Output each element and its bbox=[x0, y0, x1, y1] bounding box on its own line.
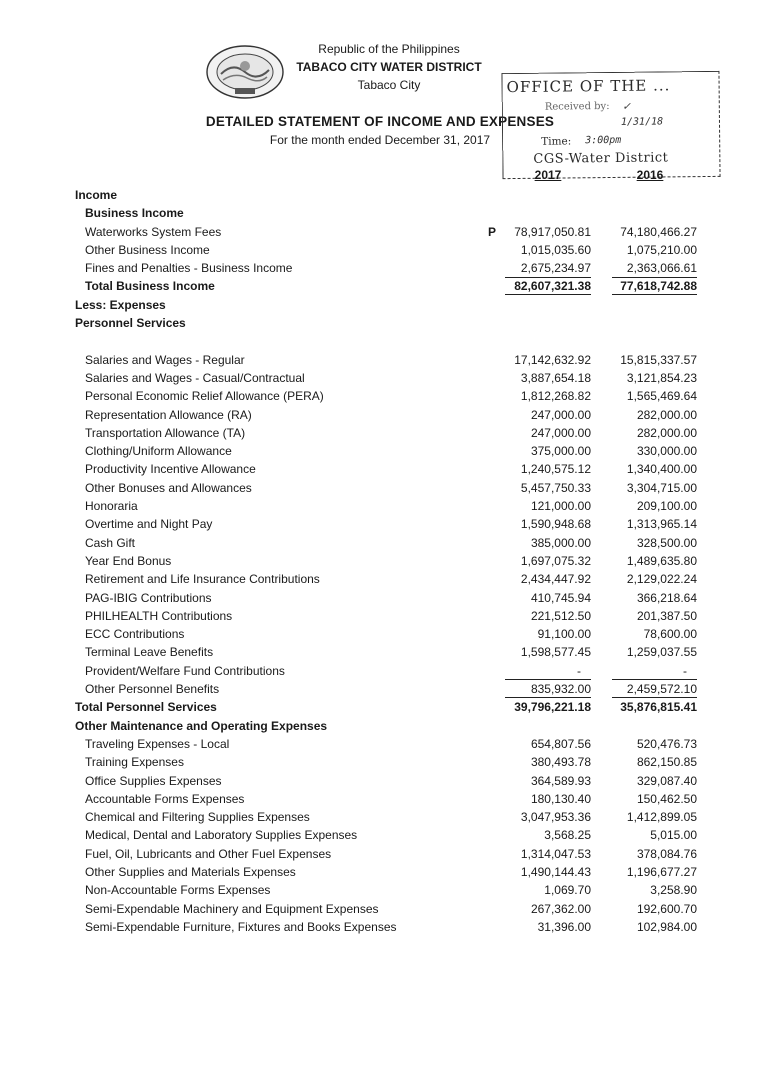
row-label: Other Maintenance and Operating Expenses bbox=[75, 718, 328, 733]
value-2017: 2,675,234.97 bbox=[520, 261, 591, 276]
table-row bbox=[0, 424, 759, 442]
table-row bbox=[0, 351, 759, 369]
statement-table bbox=[0, 186, 759, 936]
value-2016: 3,304,715.00 bbox=[626, 480, 697, 495]
row-label: Other Personnel Benefits bbox=[85, 682, 220, 697]
value-2016: 282,000.00 bbox=[636, 407, 697, 422]
value-2017: 3,568.25 bbox=[544, 828, 591, 843]
table-row bbox=[0, 387, 759, 405]
header-city: Tabaco City bbox=[357, 78, 421, 92]
table-row bbox=[0, 552, 759, 570]
value-2016: 102,984.00 bbox=[636, 919, 697, 934]
table-row bbox=[0, 845, 759, 863]
row-label: Personnel Services bbox=[75, 316, 186, 331]
table-row bbox=[0, 314, 759, 332]
value-2017: 1,590,948.68 bbox=[520, 517, 591, 532]
stamp-time-label: Time: bbox=[541, 135, 572, 148]
row-label: Fuel, Oil, Lubricants and Other Fuel Expenses bbox=[85, 846, 332, 861]
table-row bbox=[0, 241, 759, 259]
value-2017: 1,015,035.60 bbox=[520, 242, 591, 257]
row-label: Training Expenses bbox=[85, 755, 184, 770]
value-2017: - bbox=[577, 663, 581, 678]
table-row bbox=[0, 753, 759, 771]
value-2017: 17,142,632.92 bbox=[514, 352, 591, 367]
table-row bbox=[0, 570, 759, 588]
received-stamp bbox=[501, 71, 720, 179]
table-row bbox=[0, 479, 759, 497]
value-2017: 221,512.50 bbox=[530, 608, 591, 623]
table-row bbox=[0, 259, 759, 277]
value-2016: 1,565,469.64 bbox=[626, 389, 697, 404]
value-2017: 1,069.70 bbox=[544, 883, 591, 898]
row-label: Other Business Income bbox=[85, 242, 210, 257]
table-row bbox=[0, 296, 759, 314]
value-2016: 1,313,965.14 bbox=[626, 517, 697, 532]
value-2016: 2,363,066.61 bbox=[626, 261, 697, 276]
row-label: Office Supplies Expenses bbox=[85, 773, 222, 788]
value-2017: 121,000.00 bbox=[530, 499, 591, 514]
value-2016: 862,150.85 bbox=[636, 755, 697, 770]
value-2017: 380,493.78 bbox=[530, 755, 591, 770]
row-label: Accountable Forms Expenses bbox=[85, 791, 245, 806]
table-row bbox=[0, 497, 759, 515]
value-2016: 15,815,337.57 bbox=[620, 352, 697, 367]
row-label: Waterworks System Fees bbox=[85, 224, 222, 239]
row-label: Chemical and Filtering Supplies Expenses bbox=[85, 810, 310, 825]
subtotal-rule-2016 bbox=[612, 679, 697, 680]
value-2017: 1,314,047.53 bbox=[520, 846, 591, 861]
value-2016: 366,218.64 bbox=[636, 590, 697, 605]
row-label: Retirement and Life Insurance Contributions bbox=[85, 572, 320, 587]
table-row bbox=[0, 223, 759, 241]
value-2017: 180,130.40 bbox=[530, 791, 591, 806]
value-2017: 410,745.94 bbox=[530, 590, 591, 605]
row-label: Salaries and Wages - Regular bbox=[85, 352, 245, 367]
value-2016: 330,000.00 bbox=[636, 444, 697, 459]
row-label: Non-Accountable Forms Expenses bbox=[85, 883, 271, 898]
row-label: Terminal Leave Benefits bbox=[85, 645, 214, 660]
total-rule-2016 bbox=[612, 294, 697, 295]
value-2016: 378,084.76 bbox=[636, 846, 697, 861]
column-header-2016: 2016 bbox=[636, 168, 664, 182]
value-2017: 91,100.00 bbox=[537, 627, 591, 642]
table-row bbox=[0, 826, 759, 844]
row-label: Cash Gift bbox=[85, 535, 136, 550]
statement-title: DETAILED STATEMENT OF INCOME AND EXPENSES bbox=[205, 114, 555, 129]
table-row bbox=[0, 881, 759, 899]
table-row bbox=[0, 204, 759, 222]
value-2017: 39,796,221.18 bbox=[514, 700, 591, 715]
value-2017: 267,362.00 bbox=[530, 901, 591, 916]
row-label: Income bbox=[75, 188, 118, 202]
table-row bbox=[0, 662, 759, 680]
stamp-time-handwritten: 3:00pm bbox=[585, 134, 622, 147]
value-2016: 1,196,677.27 bbox=[626, 864, 697, 879]
value-2017: 3,047,953.36 bbox=[520, 810, 591, 825]
row-label: Honoraria bbox=[85, 499, 138, 514]
row-label: Fines and Penalties - Business Income bbox=[85, 261, 293, 276]
row-label: Business Income bbox=[85, 206, 184, 221]
value-2017: 5,457,750.33 bbox=[520, 480, 591, 495]
row-label: PAG-IBIG Contributions bbox=[85, 590, 212, 605]
table-row bbox=[0, 534, 759, 552]
table-row bbox=[0, 735, 759, 753]
value-2016: 201,387.50 bbox=[636, 608, 697, 623]
value-2017: 78,917,050.81 bbox=[514, 224, 591, 239]
value-2017: 364,589.93 bbox=[530, 773, 591, 788]
table-row bbox=[0, 772, 759, 790]
total-rule-2017 bbox=[505, 294, 591, 295]
value-2017: 654,807.56 bbox=[530, 736, 591, 751]
value-2016: 2,129,022.24 bbox=[626, 572, 697, 587]
row-label: Total Business Income bbox=[85, 279, 215, 294]
table-row bbox=[0, 808, 759, 826]
row-label: Personal Economic Relief Allowance (PERA) bbox=[85, 389, 324, 404]
stamp-initials-signature: ✓ bbox=[622, 98, 631, 113]
value-2017: 31,396.00 bbox=[537, 919, 591, 934]
value-2017: 1,240,575.12 bbox=[520, 462, 591, 477]
value-2016: - bbox=[683, 663, 687, 678]
row-label: Overtime and Night Pay bbox=[85, 517, 213, 532]
table-row-spacer bbox=[0, 332, 759, 350]
subtotal-rule-2017 bbox=[505, 679, 591, 680]
table-row bbox=[0, 863, 759, 881]
table-row bbox=[0, 790, 759, 808]
value-2017: 1,598,577.45 bbox=[520, 645, 591, 660]
row-label: Other Bonuses and Allowances bbox=[85, 480, 252, 495]
row-label: Semi-Expendable Furniture, Fixtures and Books Expenses bbox=[85, 919, 397, 934]
value-2016: 77,618,742.88 bbox=[620, 279, 697, 294]
value-2017: 82,607,321.38 bbox=[514, 279, 591, 294]
table-row bbox=[0, 515, 759, 533]
column-header-2017: 2017 bbox=[534, 168, 562, 182]
value-2017: 375,000.00 bbox=[530, 444, 591, 459]
value-2016: 150,462.50 bbox=[636, 791, 697, 806]
value-2016: 78,600.00 bbox=[643, 627, 697, 642]
value-2016: 192,600.70 bbox=[636, 901, 697, 916]
table-row bbox=[0, 643, 759, 661]
value-2016: 5,015.00 bbox=[650, 828, 697, 843]
value-2017: 2,434,447.92 bbox=[520, 572, 591, 587]
row-label: PHILHEALTH Contributions bbox=[85, 608, 233, 623]
row-label: Traveling Expenses - Local bbox=[85, 736, 230, 751]
table-row bbox=[0, 369, 759, 387]
value-2017: 1,812,268.82 bbox=[520, 389, 591, 404]
row-label: Other Supplies and Materials Expenses bbox=[85, 864, 296, 879]
value-2017: 3,887,654.18 bbox=[520, 370, 591, 385]
row-label: Year End Bonus bbox=[85, 553, 172, 568]
row-label: Less: Expenses bbox=[75, 297, 166, 312]
table-row bbox=[0, 900, 759, 918]
subtotal-rule-2016 bbox=[612, 277, 697, 278]
table-row bbox=[0, 607, 759, 625]
value-2017: 247,000.00 bbox=[530, 425, 591, 440]
stamp-received-label: Received by: bbox=[544, 101, 610, 113]
header-republic: Republic of the Philippines bbox=[318, 42, 460, 56]
table-row bbox=[0, 680, 759, 698]
value-2017: 385,000.00 bbox=[530, 535, 591, 550]
currency-symbol: P bbox=[488, 224, 497, 239]
value-2016: 3,121,854.23 bbox=[626, 370, 697, 385]
subtotal-rule-2017 bbox=[505, 277, 591, 278]
table-row bbox=[0, 406, 759, 424]
row-label: Productivity Incentive Allowance bbox=[85, 462, 256, 477]
value-2016: 329,087.40 bbox=[636, 773, 697, 788]
value-2017: 1,697,075.32 bbox=[520, 553, 591, 568]
value-2016: 1,489,635.80 bbox=[626, 553, 697, 568]
row-label: Representation Allowance (RA) bbox=[85, 407, 252, 422]
row-label: Medical, Dental and Laboratory Supplies Expenses bbox=[85, 828, 358, 843]
table-row bbox=[0, 442, 759, 460]
value-2017: 835,932.00 bbox=[530, 682, 591, 697]
statement-period: For the month ended December 31, 2017 bbox=[269, 133, 491, 147]
value-2016: 520,476.73 bbox=[636, 736, 697, 751]
value-2016: 328,500.00 bbox=[636, 535, 697, 550]
value-2017: 247,000.00 bbox=[530, 407, 591, 422]
row-label: Semi-Expendable Machinery and Equipment Expenses bbox=[85, 901, 379, 916]
table-row bbox=[0, 589, 759, 607]
table-row bbox=[0, 186, 759, 204]
row-label: Salaries and Wages - Casual/Contractual bbox=[85, 370, 305, 385]
row-label: Total Personnel Services bbox=[75, 700, 217, 715]
stamp-date-handwritten: 1/31/18 bbox=[620, 116, 664, 128]
value-2016: 3,258.90 bbox=[650, 883, 697, 898]
row-label: ECC Contributions bbox=[85, 627, 185, 642]
value-2016: 35,876,815.41 bbox=[620, 700, 697, 715]
value-2016: 1,259,037.55 bbox=[626, 645, 697, 660]
header-district-name: TABACO CITY WATER DISTRICT bbox=[296, 60, 482, 74]
value-2016: 282,000.00 bbox=[636, 425, 697, 440]
value-2016: 1,340,400.00 bbox=[626, 462, 697, 477]
total-rule-2016 bbox=[612, 697, 697, 698]
stamp-organization: CGS-Water District bbox=[533, 150, 669, 167]
table-row bbox=[0, 717, 759, 735]
total-rule-2017 bbox=[505, 697, 591, 698]
value-2016: 209,100.00 bbox=[636, 499, 697, 514]
value-2016: 2,459,572.10 bbox=[626, 682, 697, 697]
table-row bbox=[0, 698, 759, 716]
row-label: Provident/Welfare Fund Contributions bbox=[85, 663, 285, 678]
row-label: Transportation Allowance (TA) bbox=[85, 425, 246, 440]
stamp-office: OFFICE OF THE ... bbox=[506, 76, 671, 97]
table-row bbox=[0, 625, 759, 643]
table-row bbox=[0, 918, 759, 936]
row-label: Clothing/Uniform Allowance bbox=[85, 444, 232, 459]
value-2016: 1,075,210.00 bbox=[626, 242, 697, 257]
value-2016: 1,412,899.05 bbox=[626, 810, 697, 825]
value-2017: 1,490,144.43 bbox=[520, 864, 591, 879]
value-2016: 74,180,466.27 bbox=[620, 224, 697, 239]
table-row bbox=[0, 460, 759, 478]
